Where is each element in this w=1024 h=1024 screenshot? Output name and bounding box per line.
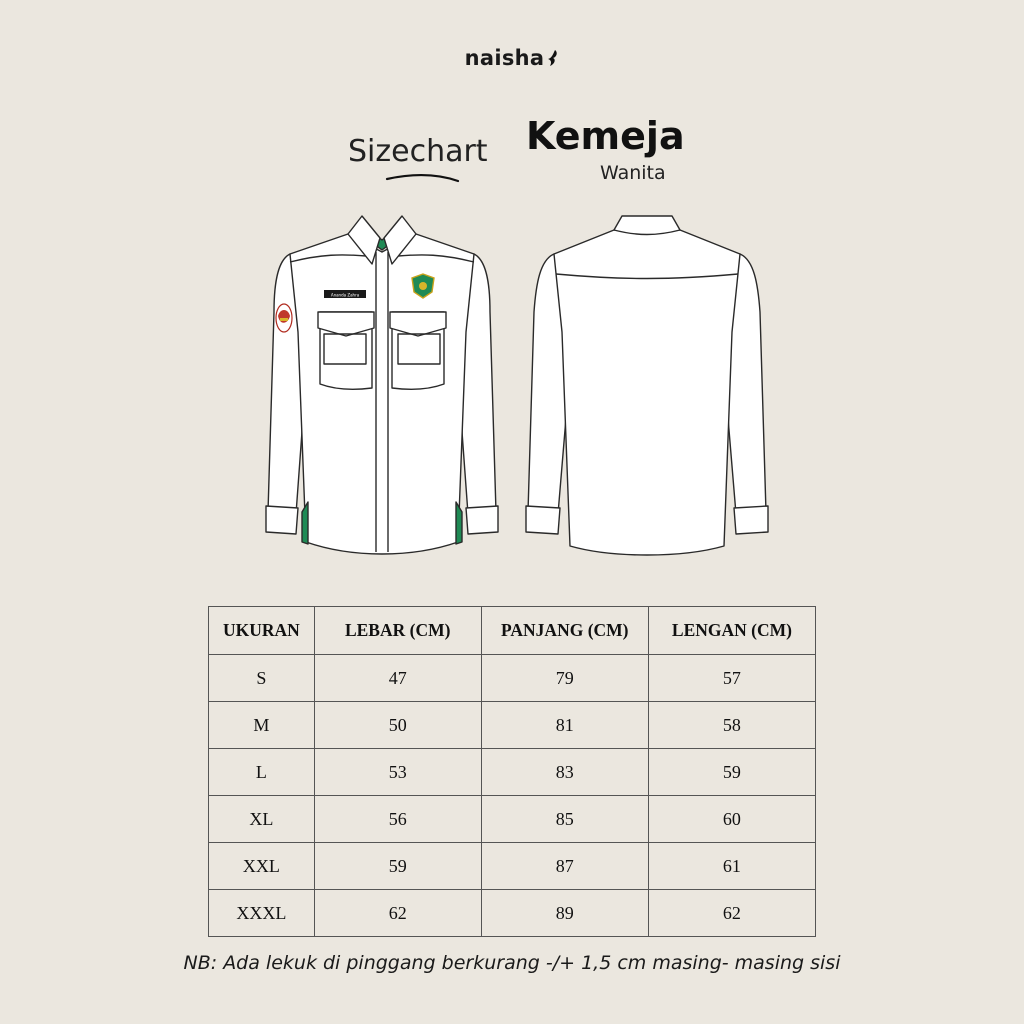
cell-lengan: 57 [648,655,815,702]
size-table [208,606,816,937]
cell-lengan: 62 [648,890,815,937]
cell-lebar: 59 [314,843,481,890]
cell-lebar: 56 [314,796,481,843]
table-row [209,890,816,937]
cell-lebar: 50 [314,702,481,749]
shoulder-patch-icon [276,304,292,332]
header-ukuran: UKURAN [209,607,315,655]
cell-size: M [209,702,315,749]
header-panjang: PANJANG (CM) [481,607,648,655]
leaf-icon [547,49,559,67]
cell-size: XXXL [209,890,315,937]
table-header-row [209,607,816,655]
cell-panjang: 87 [481,843,648,890]
brand-logo [0,46,1024,70]
cell-lengan: 59 [648,749,815,796]
product-variant: Wanita [600,162,666,184]
cell-size: XL [209,796,315,843]
cell-lebar: 53 [314,749,481,796]
name-tag-text: Ananda Zahra [330,292,360,298]
swoosh-underline [385,172,460,184]
table-row [209,749,816,796]
cell-size: XXL [209,843,315,890]
cell-lebar: 62 [314,890,481,937]
cell-panjang: 81 [481,702,648,749]
cell-panjang: 79 [481,655,648,702]
cell-panjang: 83 [481,749,648,796]
brand-name: naisha [464,46,545,70]
shirt-back-illustration [522,212,772,564]
cell-lebar: 47 [314,655,481,702]
header-lengan: LENGAN (CM) [648,607,815,655]
shirt-front-illustration [262,212,502,564]
cell-lengan: 61 [648,843,815,890]
sizechart-title: Sizechart [348,134,488,169]
cell-lengan: 60 [648,796,815,843]
product-title: Kemeja [526,114,685,158]
table-row [209,702,816,749]
cell-panjang: 85 [481,796,648,843]
cell-panjang: 89 [481,890,648,937]
table-row [209,843,816,890]
cell-size: S [209,655,315,702]
table-row [209,796,816,843]
header-lebar: LEBAR (CM) [314,607,481,655]
cell-size: L [209,749,315,796]
cell-lengan: 58 [648,702,815,749]
footnote: NB: Ada lekuk di pinggang berkurang -/+ 1,5 cm masing- masing sisi [183,952,841,974]
table-row [209,655,816,702]
